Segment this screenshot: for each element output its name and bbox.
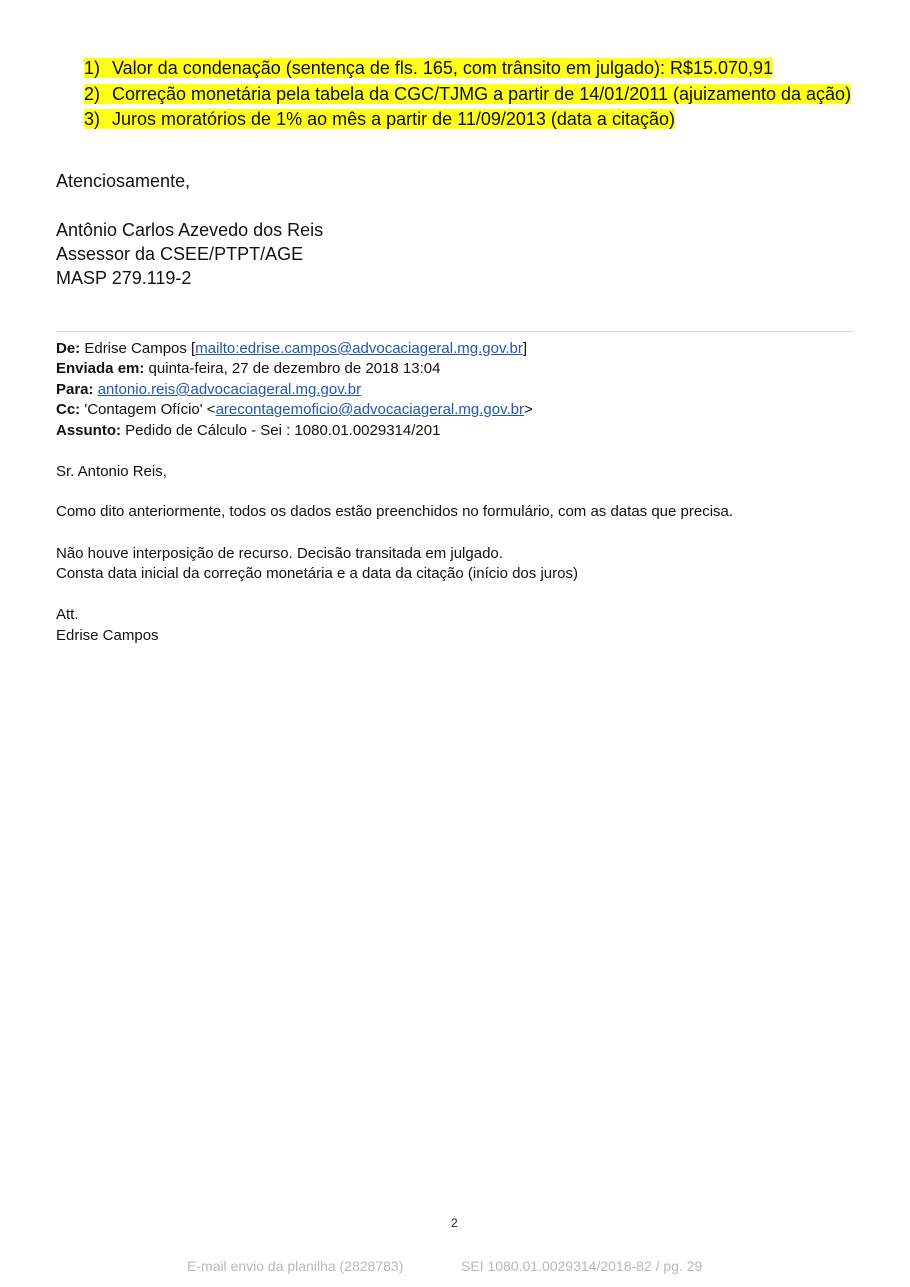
email-to-line bbox=[56, 381, 361, 398]
signature-name: Antônio Carlos Azevedo dos Reis bbox=[56, 220, 324, 240]
email-greeting: Sr. Antonio Reis, bbox=[56, 463, 167, 480]
from-email-link[interactable]: mailto:edrise.campos@advocaciageral.mg.gov.br bbox=[195, 340, 523, 357]
signature-masp: MASP 279.119-2 bbox=[56, 268, 192, 288]
list-item-number: 2) bbox=[84, 84, 101, 104]
page-number: 2 bbox=[451, 1216, 458, 1230]
email-paragraph-2-line-2: Consta data inicial da correção monetária e a data da citação (início dos juros) bbox=[56, 565, 578, 582]
cc-label: Cc: bbox=[56, 401, 81, 418]
closing-text: Atenciosamente, bbox=[56, 171, 191, 191]
list-item bbox=[84, 109, 675, 130]
to-email-link[interactable]: antonio.reis@advocaciageral.mg.gov.br bbox=[97, 381, 362, 398]
email-sent-line bbox=[56, 360, 440, 377]
subject-value: Pedido de Cálculo - Sei : 1080.01.0029314/201 bbox=[125, 422, 441, 439]
footer-sei-reference: SEI 1080.01.0029314/2018-82 / pg. 29 bbox=[461, 1258, 703, 1274]
from-label: De: bbox=[56, 340, 81, 357]
cc-email-link[interactable]: arecontagemoficio@advocaciageral.mg.gov.br bbox=[215, 401, 525, 418]
list-item-number: 3) bbox=[84, 109, 101, 129]
list-item bbox=[84, 58, 773, 79]
sent-label: Enviada em: bbox=[56, 360, 145, 377]
email-att: Att. bbox=[56, 606, 79, 623]
email-divider bbox=[56, 331, 853, 332]
list-item-text: Valor da condenação (sentença de fls. 165, com trânsito em julgado): R$15.070,91 bbox=[112, 58, 774, 78]
cc-name: 'Contagem Ofício' bbox=[84, 401, 203, 418]
list-item bbox=[84, 84, 851, 105]
to-label: Para: bbox=[56, 381, 94, 398]
from-name: Edrise Campos bbox=[84, 340, 187, 357]
footer-document-name: E-mail envio da planilha (2828783) bbox=[187, 1258, 404, 1274]
list-item-number: 1) bbox=[84, 58, 101, 78]
email-cc-line: Cc: 'Contagem Ofício' <arecontagemoficio@advocaciageral.mg.gov.br> bbox=[56, 401, 533, 418]
sent-value: quinta-feira, 27 de dezembro de 2018 13:04 bbox=[148, 360, 441, 377]
email-paragraph-1: Como dito anteriormente, todos os dados estão preenchidos no formulário, com as datas que precisa. bbox=[56, 503, 734, 520]
email-paragraph-2-line-1: Não houve interposição de recurso. Decisão transitada em julgado. bbox=[56, 545, 503, 562]
email-subject-line bbox=[56, 422, 440, 439]
list-item-text: Correção monetária pela tabela da CGC/TJMG a partir de 14/01/2011 (ajuizamento da ação) bbox=[112, 84, 852, 104]
email-from-line: De: Edrise Campos [mailto:edrise.campos@advocaciageral.mg.gov.br] bbox=[56, 340, 528, 357]
email-sender: Edrise Campos bbox=[56, 627, 159, 644]
list-item-text: Juros moratórios de 1% ao mês a partir de 11/09/2013 (data a citação) bbox=[112, 109, 675, 129]
signature-role: Assessor da CSEE/PTPT/AGE bbox=[56, 244, 304, 264]
subject-label: Assunto: bbox=[56, 422, 121, 439]
